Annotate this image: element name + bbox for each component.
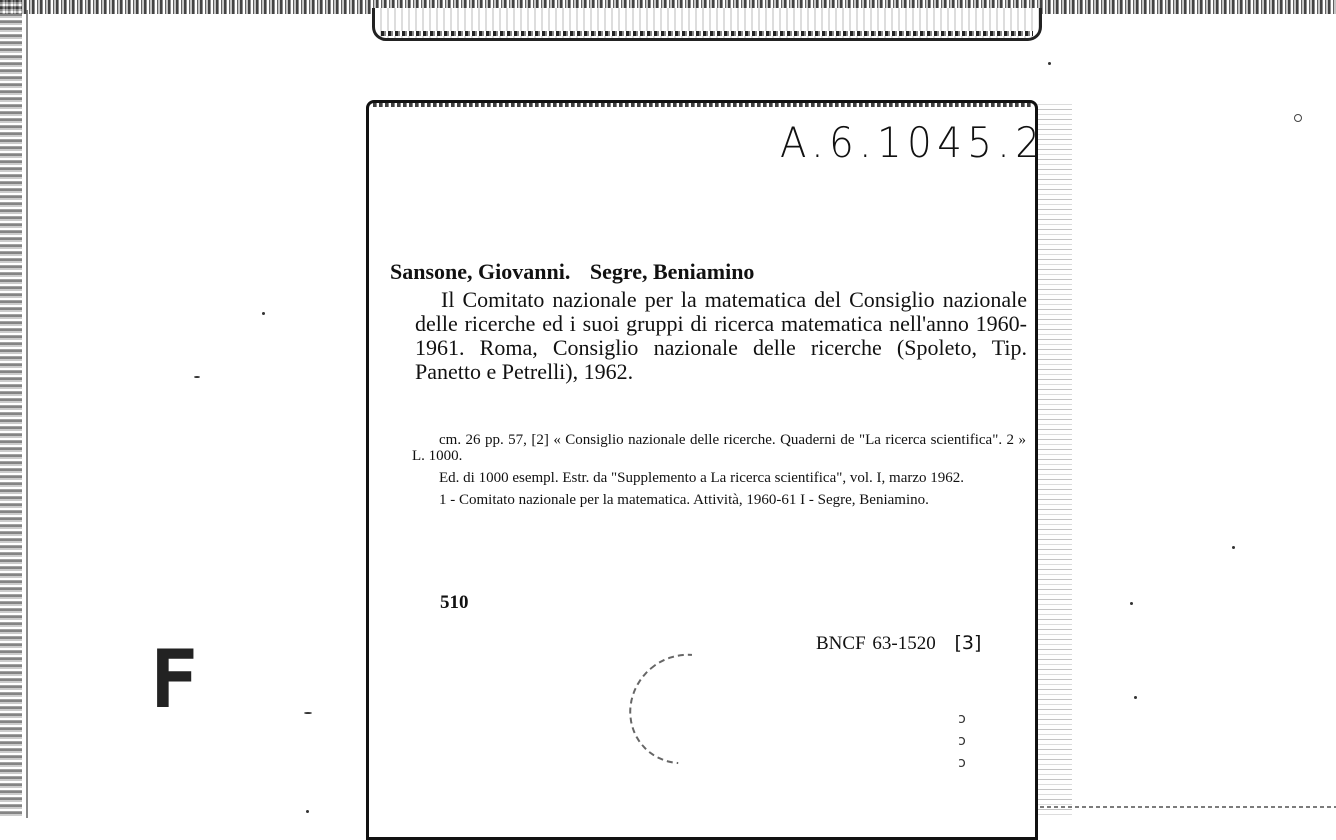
drawer-letter: F xyxy=(150,633,199,726)
scan-left-edge xyxy=(0,0,22,818)
edition-note: Ed. di 1000 esempl. Estr. da "Supplemento a La ricerca scientifica", vol. I, marzo 1962. xyxy=(439,470,965,486)
side-marks xyxy=(952,708,972,774)
scan-speck xyxy=(1130,602,1133,605)
side-mark: ↄ xyxy=(958,711,966,727)
scan-speck xyxy=(194,376,200,378)
card-heading xyxy=(390,259,754,285)
scan-speck xyxy=(1134,696,1137,699)
scan-bottom-edge xyxy=(1040,806,1336,808)
title-paragraph: Il Comitato nazionale per la matematica del Consiglio nazionale delle ricerche ed i suoi gruppi di ricerca matematica nell'anno 1960-1961. Roma, Consiglio nazionale delle ricerche (Spoleto, Tip. Panetto e Petrelli), 1962. xyxy=(415,287,1027,384)
scan-speck xyxy=(306,810,309,813)
collation-note: cm. 26 pp. 57, [2] « Consiglio nazionale delle ricerche. Quaderni de "La ricerca scientifica". 2 » L. 1000. xyxy=(412,432,1026,464)
scan-left-border xyxy=(26,10,28,818)
scan-speck xyxy=(1232,546,1235,549)
scan-speck xyxy=(262,312,265,315)
card-right-shadow xyxy=(1036,100,1072,818)
previous-card-edge xyxy=(372,8,1042,41)
bncf-number: BNCF 63-1520 xyxy=(816,633,936,654)
bncf-reference xyxy=(816,632,981,655)
bncf-sequence: [3] xyxy=(954,632,982,654)
title-statement xyxy=(415,288,1027,384)
scan-speck xyxy=(304,712,312,714)
shelfmark: A.6.1045.2 xyxy=(780,118,1046,167)
tracings-note: 1 - Comitato nazionale per la matematica. Attività, 1960-61 I - Segre, Beniamino. xyxy=(439,492,929,508)
scan-speck xyxy=(1048,62,1051,65)
side-mark: ɔ xyxy=(958,755,966,771)
card-notes xyxy=(412,432,1026,514)
class-number: 510 xyxy=(440,592,469,613)
second-author: Segre, Beniamino xyxy=(589,259,755,284)
scan-speck xyxy=(1294,114,1302,122)
main-author: Sansone, Giovanni. xyxy=(390,259,571,284)
side-mark: ɔ xyxy=(958,733,966,749)
